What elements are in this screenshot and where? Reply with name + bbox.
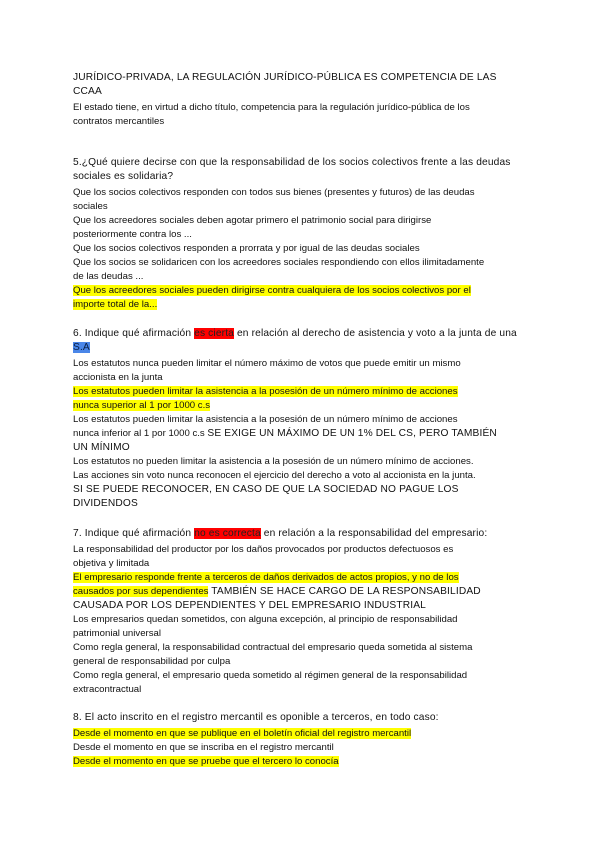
highlighted-answer: importe total de la... xyxy=(73,299,158,310)
option-text: extracontractual xyxy=(73,684,142,695)
option-text: accionista en la junta xyxy=(73,372,163,383)
red-highlight: es cierta xyxy=(194,328,234,339)
option-text: Que los socios colectivos responden con todos sus bienes (presentes y futuros) de las deudas xyxy=(73,187,475,198)
highlighted-answer: nunca superior al 1 por 1000 c.s xyxy=(73,400,211,411)
question-text: 8. El acto inscrito en el registro mercantil es oponible a terceros, en todo caso: xyxy=(73,712,439,723)
question-5 xyxy=(73,156,533,312)
question-6 xyxy=(73,327,533,511)
intro-heading: JURÍDICO-PRIVADA, LA REGULACIÓN JURÍDICO-PÚBLICA ES COMPETENCIA DE LAS xyxy=(73,72,497,83)
question-text: 6. Indique qué afirmación es cierta en relación al derecho de asistencia y voto a la junta de una xyxy=(73,328,517,339)
question-text-cont: sociales es solidaria? xyxy=(73,171,174,182)
highlighted-answer: Desde el momento en que se pruebe que el tercero lo conocía xyxy=(73,756,339,767)
question-8 xyxy=(73,711,533,769)
blue-highlight: S.A xyxy=(73,342,90,353)
intro-text-cont: contratos mercantiles xyxy=(73,116,165,127)
highlighted-answer: causados por sus dependientes xyxy=(73,586,209,597)
option-text: general de responsabilidad por culpa xyxy=(73,656,231,667)
question-text: 5.¿Qué quiere decirse con que la responsabilidad de los socios colectivos frente a las deudas xyxy=(73,157,511,168)
option-text: nunca inferior al 1 por 1000 c.s SE EXIGE UN MÁXIMO DE UN 1% DEL CS, PERO TAMBIÉN xyxy=(73,428,497,439)
option-text: patrimonial universal xyxy=(73,628,161,639)
note-text: UN MÍNIMO xyxy=(73,442,130,453)
note-text: TAMBIÉN SE HACE CARGO DE LA RESPONSABILIDAD xyxy=(208,586,481,597)
highlighted-answer: Desde el momento en que se publique en el boletín oficial del registro mercantil xyxy=(73,728,412,739)
option-text: objetiva y limitada xyxy=(73,558,150,569)
note-text: CAUSADA POR LOS DEPENDIENTES Y DEL EMPRESARIO INDUSTRIAL xyxy=(73,600,426,611)
intro-section xyxy=(73,71,533,129)
option-text: Como regla general, el empresario queda sometido al régimen general de la responsabilidad xyxy=(73,670,468,681)
red-highlight: no es correcta xyxy=(194,528,261,539)
option-text: Que los socios colectivos responden a prorrata y por igual de las deudas sociales xyxy=(73,243,420,254)
note-text: SI SE PUEDE RECONOCER, EN CASO DE QUE LA SOCIEDAD NO PAGUE LOS xyxy=(73,484,459,495)
option-text: Que los socios se solidaricen con los acreedores sociales respondiendo con ellos ilimitadamente xyxy=(73,257,485,268)
option-text: Los estatutos pueden limitar la asistencia a la posesión de un número mínimo de acciones xyxy=(73,414,458,425)
note-text: SE EXIGE UN MÁXIMO DE UN 1% DEL CS, PERO TAMBIÉN xyxy=(207,428,497,439)
option-text: posteriormente contra los ... xyxy=(73,229,192,240)
question-text: 7. Indique qué afirmación no es correcta en relación a la responsabilidad del empresario: xyxy=(73,528,488,539)
note-text: DIVIDENDOS xyxy=(73,498,138,509)
intro-text: El estado tiene, en virtud a dicho título, competencia para la regulación jurídico-pública de los xyxy=(73,102,470,113)
option-text: Los empresarios quedan sometidos, con alguna excepción, al principio de responsabilidad xyxy=(73,614,458,625)
option-text: Como regla general, la responsabilidad contractual del empresario queda sometida al sistema xyxy=(73,642,473,653)
option-text: de las deudas ... xyxy=(73,271,144,282)
highlighted-answer: Los estatutos pueden limitar la asistencia a la posesión de un número mínimo de acciones xyxy=(73,386,458,397)
option-text: La responsabilidad del productor por los daños provocados por productos defectuosos es xyxy=(73,544,454,555)
intro-heading-cont: CCAA xyxy=(73,86,102,97)
question-7 xyxy=(73,527,533,697)
option-text: Las acciones sin voto nunca reconocen el ejercicio del derecho a voto al accionista en la junta. xyxy=(73,470,476,481)
option-text: Los estatutos no pueden limitar la asistencia a la posesión de un número mínimo de acciones. xyxy=(73,456,474,467)
highlighted-answer: El empresario responde frente a terceros de daños derivados de actos propios, y no de los xyxy=(73,572,459,583)
option-text: Que los acreedores sociales deben agotar primero el patrimonio social para dirigirse xyxy=(73,215,432,226)
highlighted-answer: Que los acreedores sociales pueden dirigirse contra cualquiera de los socios colectivos por el xyxy=(73,285,471,296)
option-text: sociales xyxy=(73,201,108,212)
option-text: Los estatutos nunca pueden limitar el número máximo de votos que puede emitir un mismo xyxy=(73,358,461,369)
option-text: Desde el momento en que se inscriba en el registro mercantil xyxy=(73,742,334,753)
